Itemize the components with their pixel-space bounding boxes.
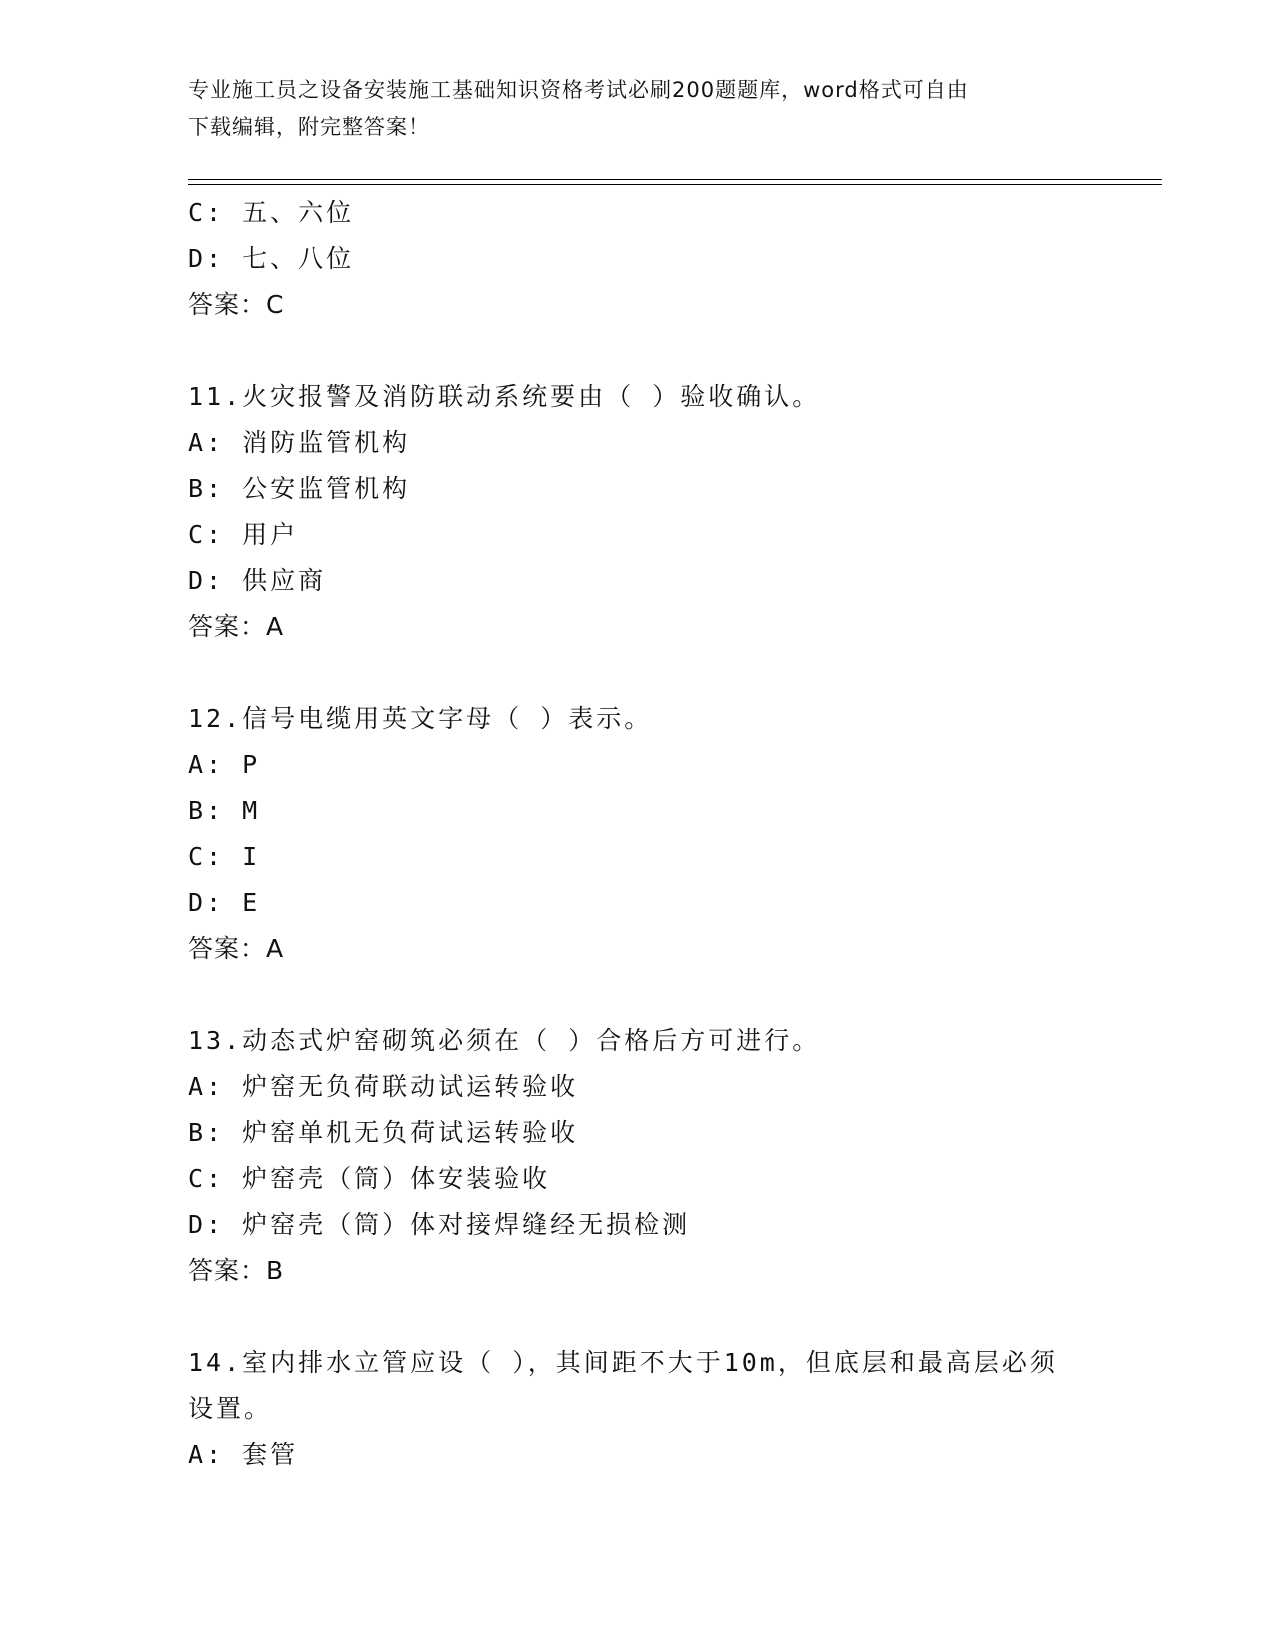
header-title-line-2: 下载编辑，附完整答案！ <box>188 115 430 139</box>
header-divider-bottom <box>188 184 1162 185</box>
question-block-13 <box>188 1018 1088 1294</box>
option-b: B: M <box>188 796 261 825</box>
option-c: C: I <box>188 842 261 871</box>
spacer <box>188 650 1088 696</box>
option-d: D: 七、八位 <box>188 244 355 273</box>
option-b: B: 炉窑单机无负荷试运转验收 <box>188 1118 579 1147</box>
question-block-11 <box>188 374 1088 650</box>
option-d: D: E <box>188 888 261 917</box>
answer-line: 答案：C <box>188 290 285 319</box>
answer-line: 答案：B <box>188 1256 285 1285</box>
option-d: D: 供应商 <box>188 566 327 595</box>
header-title-line-1: 专业施工员之设备安装施工基础知识资格考试必刷200题题库，word格式可自由 <box>188 78 969 102</box>
spacer <box>188 972 1088 1018</box>
question-list <box>188 190 1088 1478</box>
option-c: C: 炉窑壳（筒）体安装验收 <box>188 1164 551 1193</box>
option-a: A: 消防监管机构 <box>188 428 411 457</box>
answer-line: 答案：A <box>188 934 285 963</box>
question-stem-line-2: 设置。 <box>188 1394 273 1423</box>
option-a: A: 炉窑无负荷联动试运转验收 <box>188 1072 579 1101</box>
option-d: D: 炉窑壳（筒）体对接焊缝经无损检测 <box>188 1210 691 1239</box>
question-block-12 <box>188 696 1088 972</box>
question-stem: 12.信号电缆用英文字母（ ）表示。 <box>188 704 653 733</box>
question-block-10 <box>188 190 1088 328</box>
answer-line: 答案：A <box>188 612 285 641</box>
spacer <box>188 1294 1088 1340</box>
question-block-14 <box>188 1340 1088 1478</box>
option-a: A: 套管 <box>188 1440 299 1469</box>
option-c: C: 五、六位 <box>188 198 355 227</box>
spacer <box>188 328 1088 374</box>
question-stem-line-1: 14.室内排水立管应设（ ），其间距不大于10m，但底层和最高层必须 <box>188 1348 1058 1377</box>
question-stem: 13.动态式炉窑砌筑必须在（ ）合格后方可进行。 <box>188 1026 821 1055</box>
option-a: A: P <box>188 750 261 779</box>
option-b: B: 公安监管机构 <box>188 474 411 503</box>
question-stem: 11.火灾报警及消防联动系统要由（ ）验收确认。 <box>188 382 821 411</box>
document-header <box>188 72 1068 146</box>
option-c: C: 用户 <box>188 520 299 549</box>
header-divider-top <box>188 179 1162 180</box>
